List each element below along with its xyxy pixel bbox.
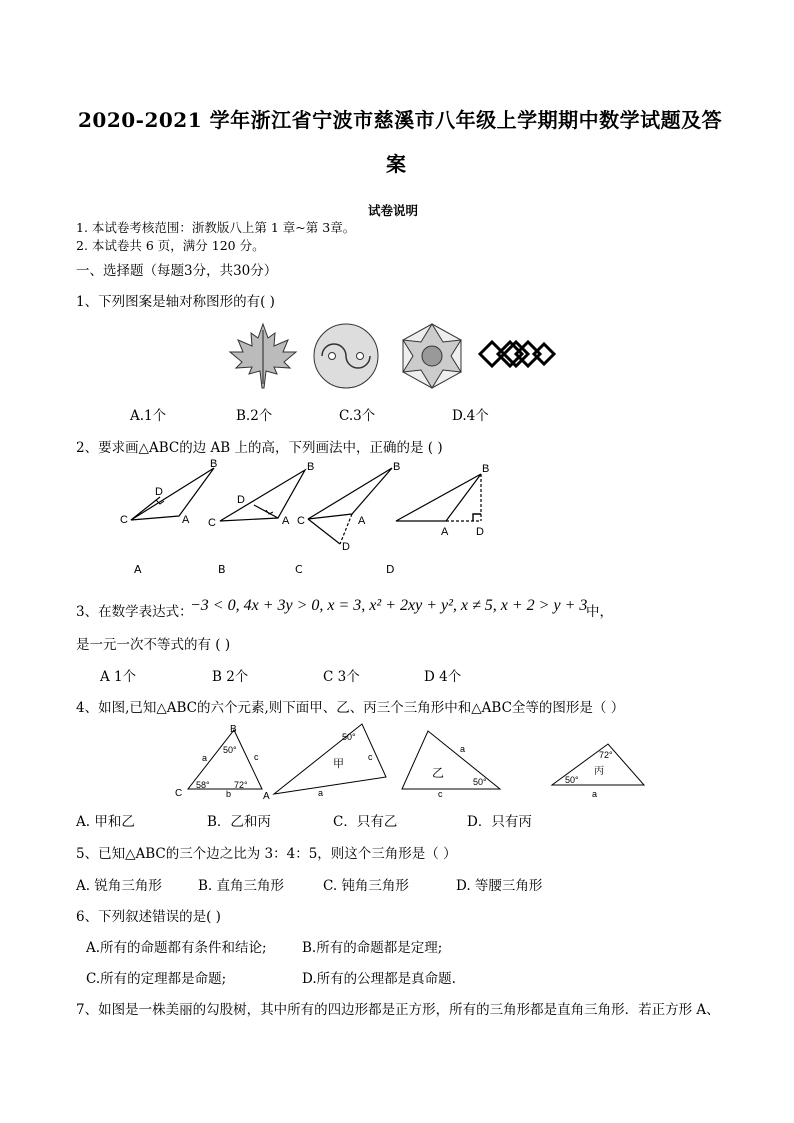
q4-abc-C: C	[175, 788, 183, 799]
q4-abc-angle58: 58°	[196, 780, 210, 790]
q6-stem: 6、下列叙述错误的是( )	[76, 909, 221, 925]
q4-bing-angle72: 72°	[599, 750, 613, 760]
q4-option-a: A. 甲和乙	[76, 814, 135, 830]
q6-option-a: A.所有的命题都有条件和结论;	[86, 940, 267, 956]
q4-jia-c: c	[368, 752, 373, 762]
q2-fc-D: D	[342, 541, 350, 553]
q4-bing-angle50: 50°	[565, 775, 579, 785]
q4-jia-angle50: 50°	[342, 732, 356, 742]
q1-option-c: C.3个	[339, 408, 376, 424]
q4-stem: 4、如图,已知△ABC的六个元素,则下面甲、乙、丙三个三角形中和△ABC全等的图形是（ ）	[76, 700, 625, 716]
q4-abc-a: a	[202, 753, 208, 763]
q2-fa-B: B	[210, 458, 218, 470]
q2-fb-A: A	[282, 515, 290, 527]
q4-option-b: B．乙和丙	[207, 814, 271, 830]
q5-option-d: D. 等腰三角形	[456, 878, 543, 894]
q3-option-a: A 1个	[100, 669, 137, 685]
q2-fc-A: A	[358, 515, 366, 527]
q5-stem: 5、已知△ABC的三个边之比为 3：4：5，则这个三角形是（ ）	[76, 846, 457, 862]
q5-option-a: A. 锐角三角形	[76, 878, 162, 894]
q3-option-c: C 3个	[323, 669, 360, 685]
q6-option-b: B.所有的命题都是定理;	[302, 940, 443, 956]
q1-stem: 1、下列图案是轴对称图形的有( )	[76, 294, 275, 310]
q4-abc-angle50: 50°	[223, 745, 237, 755]
document-title-line1: 2020-2021 学年浙江省宁波市慈溪市八年级上学期期中数学试题及答	[78, 108, 723, 132]
section-heading: 一、选择题（每题3分，共30分）	[76, 263, 278, 279]
document-title-line2: 案	[386, 152, 407, 176]
q3-expression: −3 < 0, 4x + 3y > 0, x = 3, x² + 2xy + y², x ≠ 5, x + 2 > y + 3	[190, 597, 588, 614]
q3-option-d: D 4个	[424, 669, 462, 685]
q4-jia-a: a	[318, 788, 324, 798]
q2-fd-B: B	[482, 463, 490, 475]
q4-yi-a: a	[460, 744, 466, 754]
q2-option-b: B	[218, 563, 226, 576]
q4-bing-label: 丙	[594, 766, 604, 777]
q4-abc-angle72: 72°	[234, 780, 248, 790]
q4-yi-angle50: 50°	[473, 777, 487, 787]
q4-abc-c: c	[254, 752, 259, 762]
q2-fa-D: D	[155, 486, 163, 498]
q5-option-c: C. 钝角三角形	[323, 878, 409, 894]
notes-item-1: 1. 本试卷考核范围：浙教版八上第 1 章~第 3章。	[76, 220, 356, 235]
q4-option-d: D．只有丙	[467, 814, 532, 830]
q1-option-d: D.4个	[452, 408, 489, 424]
q2-fd-A: A	[441, 526, 449, 538]
q2-fb-D: D	[237, 494, 245, 506]
q2-fd-D: D	[476, 526, 484, 538]
q2-fc-B: B	[393, 461, 401, 473]
q1-option-b: B.2个	[236, 408, 273, 424]
q7-stem: 7、如图是一株美丽的勾股树，其中所有的四边形都是正方形，所有的三角形都是直角三角形．若正方形 A、	[76, 1002, 720, 1018]
q2-option-d: D	[386, 563, 395, 576]
notes-heading: 试卷说明	[368, 203, 419, 218]
q2-option-c: C	[295, 563, 303, 576]
q6-option-d: D.所有的公理都是真命题.	[302, 971, 456, 987]
q2-fb-C: C	[208, 517, 216, 529]
notes-item-2: 2. 本试卷共 6 页，满分 120 分。	[76, 238, 265, 253]
q2-stem: 2、要求画△ABC的边 AB 上的高，下列画法中，正确的是 ( )	[76, 440, 443, 456]
q2-fb-B: B	[307, 461, 315, 473]
q4-abc-B: B	[230, 724, 237, 735]
q1-option-a: A.1个	[130, 408, 167, 424]
q2-option-a: A	[134, 563, 142, 576]
q2-fa-A: A	[182, 514, 190, 526]
q3-line2: 是一元一次不等式的有 ( )	[76, 637, 231, 653]
q2-fa-C: C	[120, 514, 128, 526]
q4-bing-a: a	[592, 789, 598, 799]
q2-fc-C: C	[297, 515, 305, 527]
q3-prefix: 3、在数学表达式：	[76, 604, 193, 620]
q4-yi-c: c	[438, 789, 443, 799]
q3-suffix: 中，	[586, 604, 613, 620]
q5-option-b: B. 直角三角形	[198, 878, 285, 894]
q4-abc-A: A	[263, 791, 270, 802]
q4-abc-b: b	[226, 789, 232, 799]
q6-option-c: C.所有的定理都是命题;	[86, 971, 227, 987]
q4-yi-label: 乙	[432, 766, 445, 780]
q4-option-c: C．只有乙	[333, 814, 398, 830]
q3-option-b: B 2个	[212, 669, 249, 685]
q4-jia-label: 甲	[333, 758, 344, 770]
